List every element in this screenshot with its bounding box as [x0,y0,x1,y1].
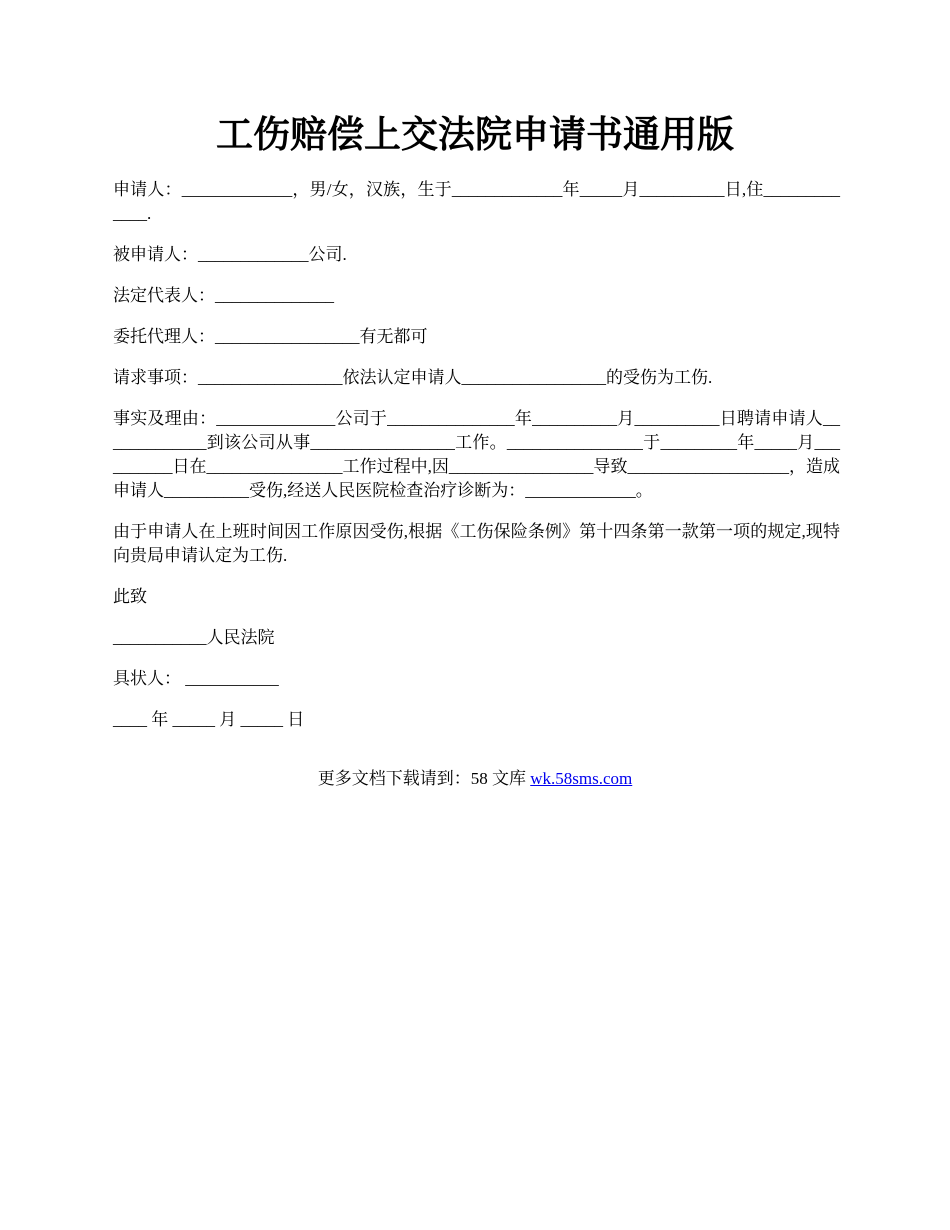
basis-paragraph: 由于申请人在上班时间因工作原因受伤,根据《工伤保险条例》第十四条第一款第一项的规定,现特向贵局申请认定为工伤. [113,522,840,565]
footer-text: 更多文档下载请到：58 文库 [317,769,531,788]
applicant-paragraph: 申请人：_____________，男/女，汉族，生于_____________年_____月__________日,住_____________. [113,180,840,223]
agent-paragraph: 委托代理人：_________________有无都可 [113,327,428,346]
legal-representative-paragraph: 法定代表人：______________ [113,286,334,305]
date-paragraph: ____ 年 _____ 月 _____ 日 [113,710,305,729]
respondent-paragraph: 被申请人：_____________公司. [113,245,347,264]
facts-paragraph: 事实及理由：______________公司于_______________年__________月__________日聘请申请人_____________到该公司从事_________________工作。________________于_________年_____月__________日在________________工作过程中,因_________________导致___________________，造成申请人__________受伤,经送人民医院检查治疗诊断为：_____________。 [113,409,840,500]
court-paragraph: ___________人民法院 [113,628,275,647]
document-body [113,178,840,749]
salutation-paragraph: 此致 [113,587,147,606]
footer-note [0,767,950,791]
request-paragraph: 请求事项：_________________依法认定申请人_________________的受伤为工伤. [113,368,713,387]
document-title: 工伤赔偿上交法院申请书通用版 [216,115,734,156]
footer-link[interactable]: wk.58sms.com [530,769,633,788]
plaintiff-signature-paragraph: 具状人： ___________ [113,669,279,688]
